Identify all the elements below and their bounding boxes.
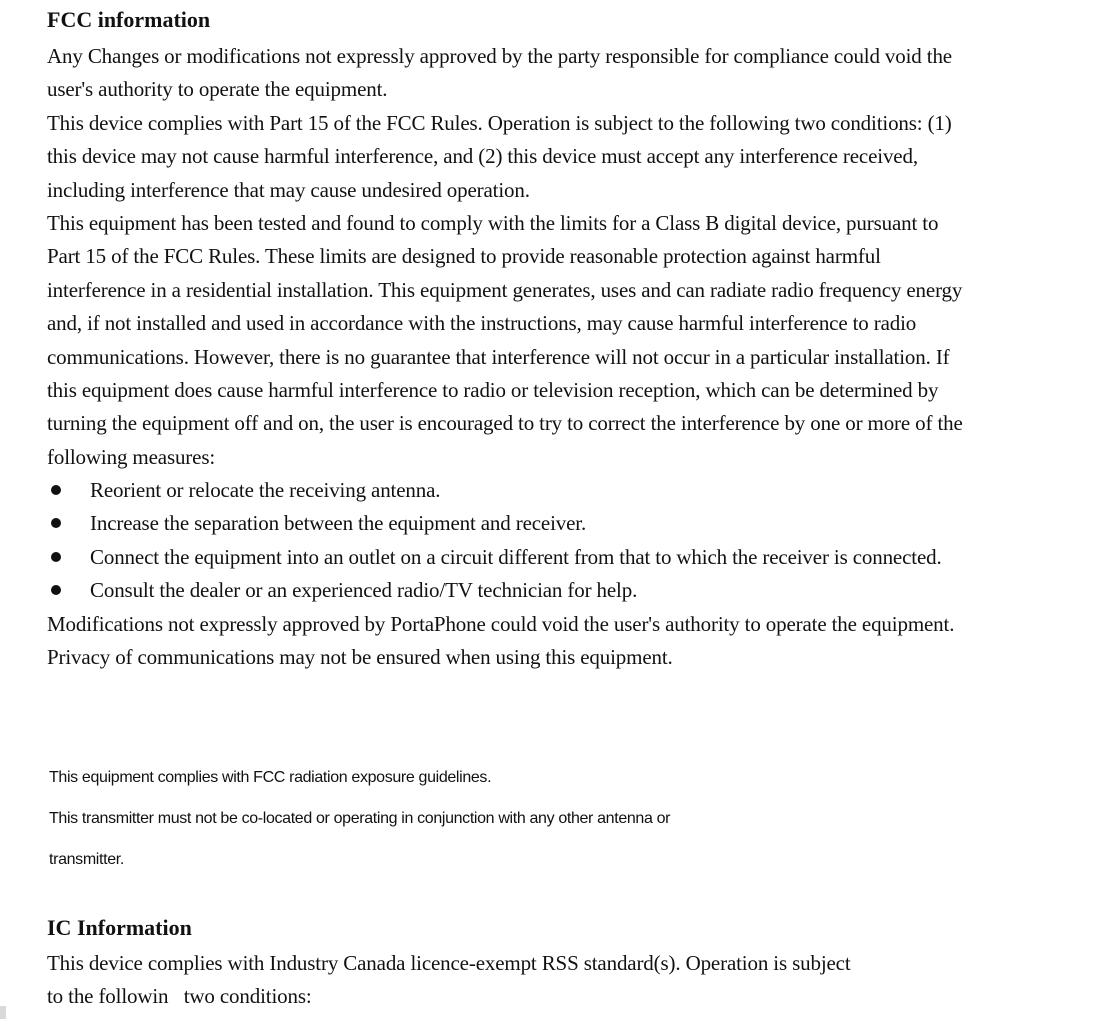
text-line: this device may not cause harmful interference, and (2) this device must accept any interference received, — [47, 144, 918, 169]
text-line: communications. However, there is no guarantee that interference will not occur in a particular installation. If — [47, 344, 950, 369]
radiation-line: transmitter. — [49, 851, 124, 868]
list-item — [47, 507, 942, 540]
bullet-icon — [51, 485, 61, 495]
ic-paragraph — [47, 947, 851, 1014]
text-line: This equipment has been tested and found to comply with the limits for a Class B digital device, pursuant to — [47, 211, 939, 235]
fcc-paragraph-modifications — [47, 40, 952, 107]
radiation-line: This transmitter must not be co-located or operating in conjunction with any other antenna or — [49, 810, 671, 827]
text-line: and, if not installed and used in accordance with the instructions, may cause harmful interference to radio — [47, 311, 917, 336]
fcc-heading: FCC information — [47, 7, 211, 32]
list-item — [47, 574, 942, 607]
text-line: This device complies with Part 15 of the FCC Rules. Operation is subject to the following two conditions: (1) — [47, 111, 952, 135]
text-line: including interference that may cause undesired operation. — [47, 177, 530, 202]
text-line: turning the equipment off and on, the user is encouraged to try to correct the interference by one or more of the — [47, 411, 963, 436]
text-line: to the followin two conditions: — [47, 984, 312, 1009]
list-item — [47, 474, 942, 507]
fcc-paragraph-class-b — [47, 207, 963, 474]
bullet-icon — [51, 585, 61, 595]
list-item-label: Connect the equipment into an outlet on a circuit different from that to which the receiver is connected. — [90, 544, 942, 569]
text-line: following measures: — [47, 444, 216, 469]
ic-heading: IC Information — [47, 915, 192, 940]
text-line: this equipment does cause harmful interference to radio or television reception, which can be determined by — [47, 378, 939, 403]
page-edge-mark — [0, 1006, 6, 1019]
radiation-line: This equipment complies with FCC radiation exposure guidelines. — [49, 769, 492, 786]
fcc-closing-paragraph — [47, 608, 954, 675]
text-line: This device complies with Industry Canada licence-exempt RSS standard(s). Operation is subject — [47, 951, 851, 975]
text-line: user's authority to operate the equipment. — [47, 77, 388, 102]
fcc-paragraph-part15 — [47, 107, 952, 207]
text-line: Part 15 of the FCC Rules. These limits are designed to provide reasonable protection against harmful — [47, 244, 881, 269]
bullet-icon — [51, 518, 61, 528]
measures-list — [47, 474, 942, 608]
list-item-label: Increase the separation between the equipment and receiver. — [90, 511, 587, 536]
text-line: Modifications not expressly approved by PortaPhone could void the user's authority to operate the equipment. — [47, 612, 955, 636]
bullet-icon — [51, 552, 61, 562]
list-item — [47, 541, 942, 574]
text-line: Privacy of communications may not be ensured when using this equipment. — [47, 645, 673, 670]
list-item-label: Consult the dealer or an experienced radio/TV technician for help. — [90, 578, 638, 603]
text-line: interference in a residential installation. This equipment generates, uses and can radiate radio frequency energy — [47, 277, 963, 302]
list-item-label: Reorient or relocate the receiving antenna. — [90, 478, 441, 502]
text-line: Any Changes or modifications not expressly approved by the party responsible for compliance could void the — [47, 44, 952, 68]
